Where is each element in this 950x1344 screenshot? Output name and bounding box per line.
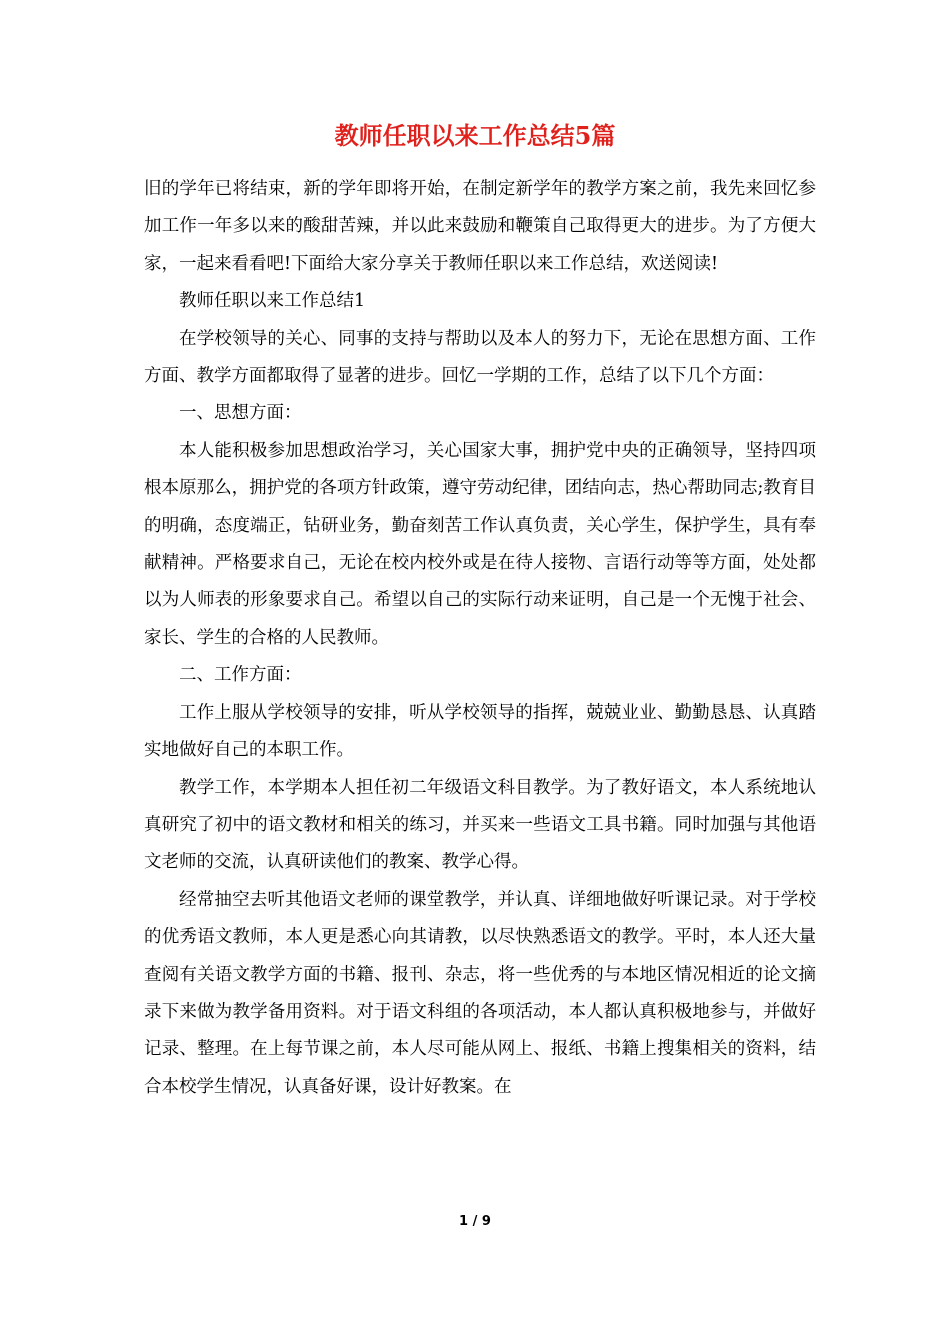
section-heading: 教师任职以来工作总结1 (179, 291, 366, 312)
subsection-heading: 二、工作方面： (179, 665, 302, 686)
paragraph: 工作上服从学校领导的安排，听从学校领导的指挥，兢兢业业、勤勤恳恳、认真踏实地做好自己的本职工作。 (144, 702, 816, 761)
document-body (144, 171, 816, 1106)
document-title: 教师任职以来工作总结5篇 (334, 121, 616, 150)
subsection-heading: 一、思想方面： (179, 403, 302, 424)
paragraph: 经常抽空去听其他语文老师的课堂教学，并认真、详细地做好听课记录。对于学校的优秀语文教师，本人更是悉心向其请教，以尽快熟悉语文的教学。平时，本人还大量查阅有关语文教学方面的书籍、报刊、杂志，将一些优秀的与本地区情况相近的论文摘录下来做为教学备用资料。对于语文科组的各项活动，本人都认真积极地参与，并做好记录、整理。在上每节课之前，本人尽可能从网上、报纸、书籍上搜集相关的资料，结合本校学生情况，认真备好课，设计好教案。在 (144, 889, 816, 1097)
page-number: 1 / 9 (459, 1214, 491, 1229)
paragraph: 本人能积极参加思想政治学习，关心国家大事，拥护党中央的正确领导，坚持四项根本原那么，拥护党的各项方针政策，遵守劳动纪律，团结向志，热心帮助同志;教育目的明确，态度端正，钻研业务，勤奋刻苦工作认真负责，关心学生，保护学生，具有奉献精神。严格要求自己，无论在校内校外或是在待人接物、言语行动等等方面，处处都以为人师表的形象要求自己。希望以自己的实际行动来证明，自己是一个无愧于社会、家长、学生的合格的人民教师。 (144, 440, 816, 648)
paragraph-intro: 旧的学年已将结束，新的学年即将开始，在制定新学年的教学方案之前，我先来回忆参加工作一年多以来的酸甜苦辣，并以此来鼓励和鞭策自己取得更大的进步。为了方便大家，一起来看看吧!下面给大家分享关于教师任职以来工作总结，欢送阅读! (144, 179, 816, 274)
paragraph: 在学校领导的关心、同事的支持与帮助以及本人的努力下，无论在思想方面、工作方面、教学方面都取得了显著的进步。回忆一学期的工作，总结了以下几个方面： (144, 328, 816, 387)
paragraph: 教学工作，本学期本人担任初二年级语文科目教学。为了教好语文，本人系统地认真研究了初中的语文教材和相关的练习，并买来一些语文工具书籍。同时加强与其他语文老师的交流，认真研读他们的教案、教学心得。 (144, 777, 816, 873)
